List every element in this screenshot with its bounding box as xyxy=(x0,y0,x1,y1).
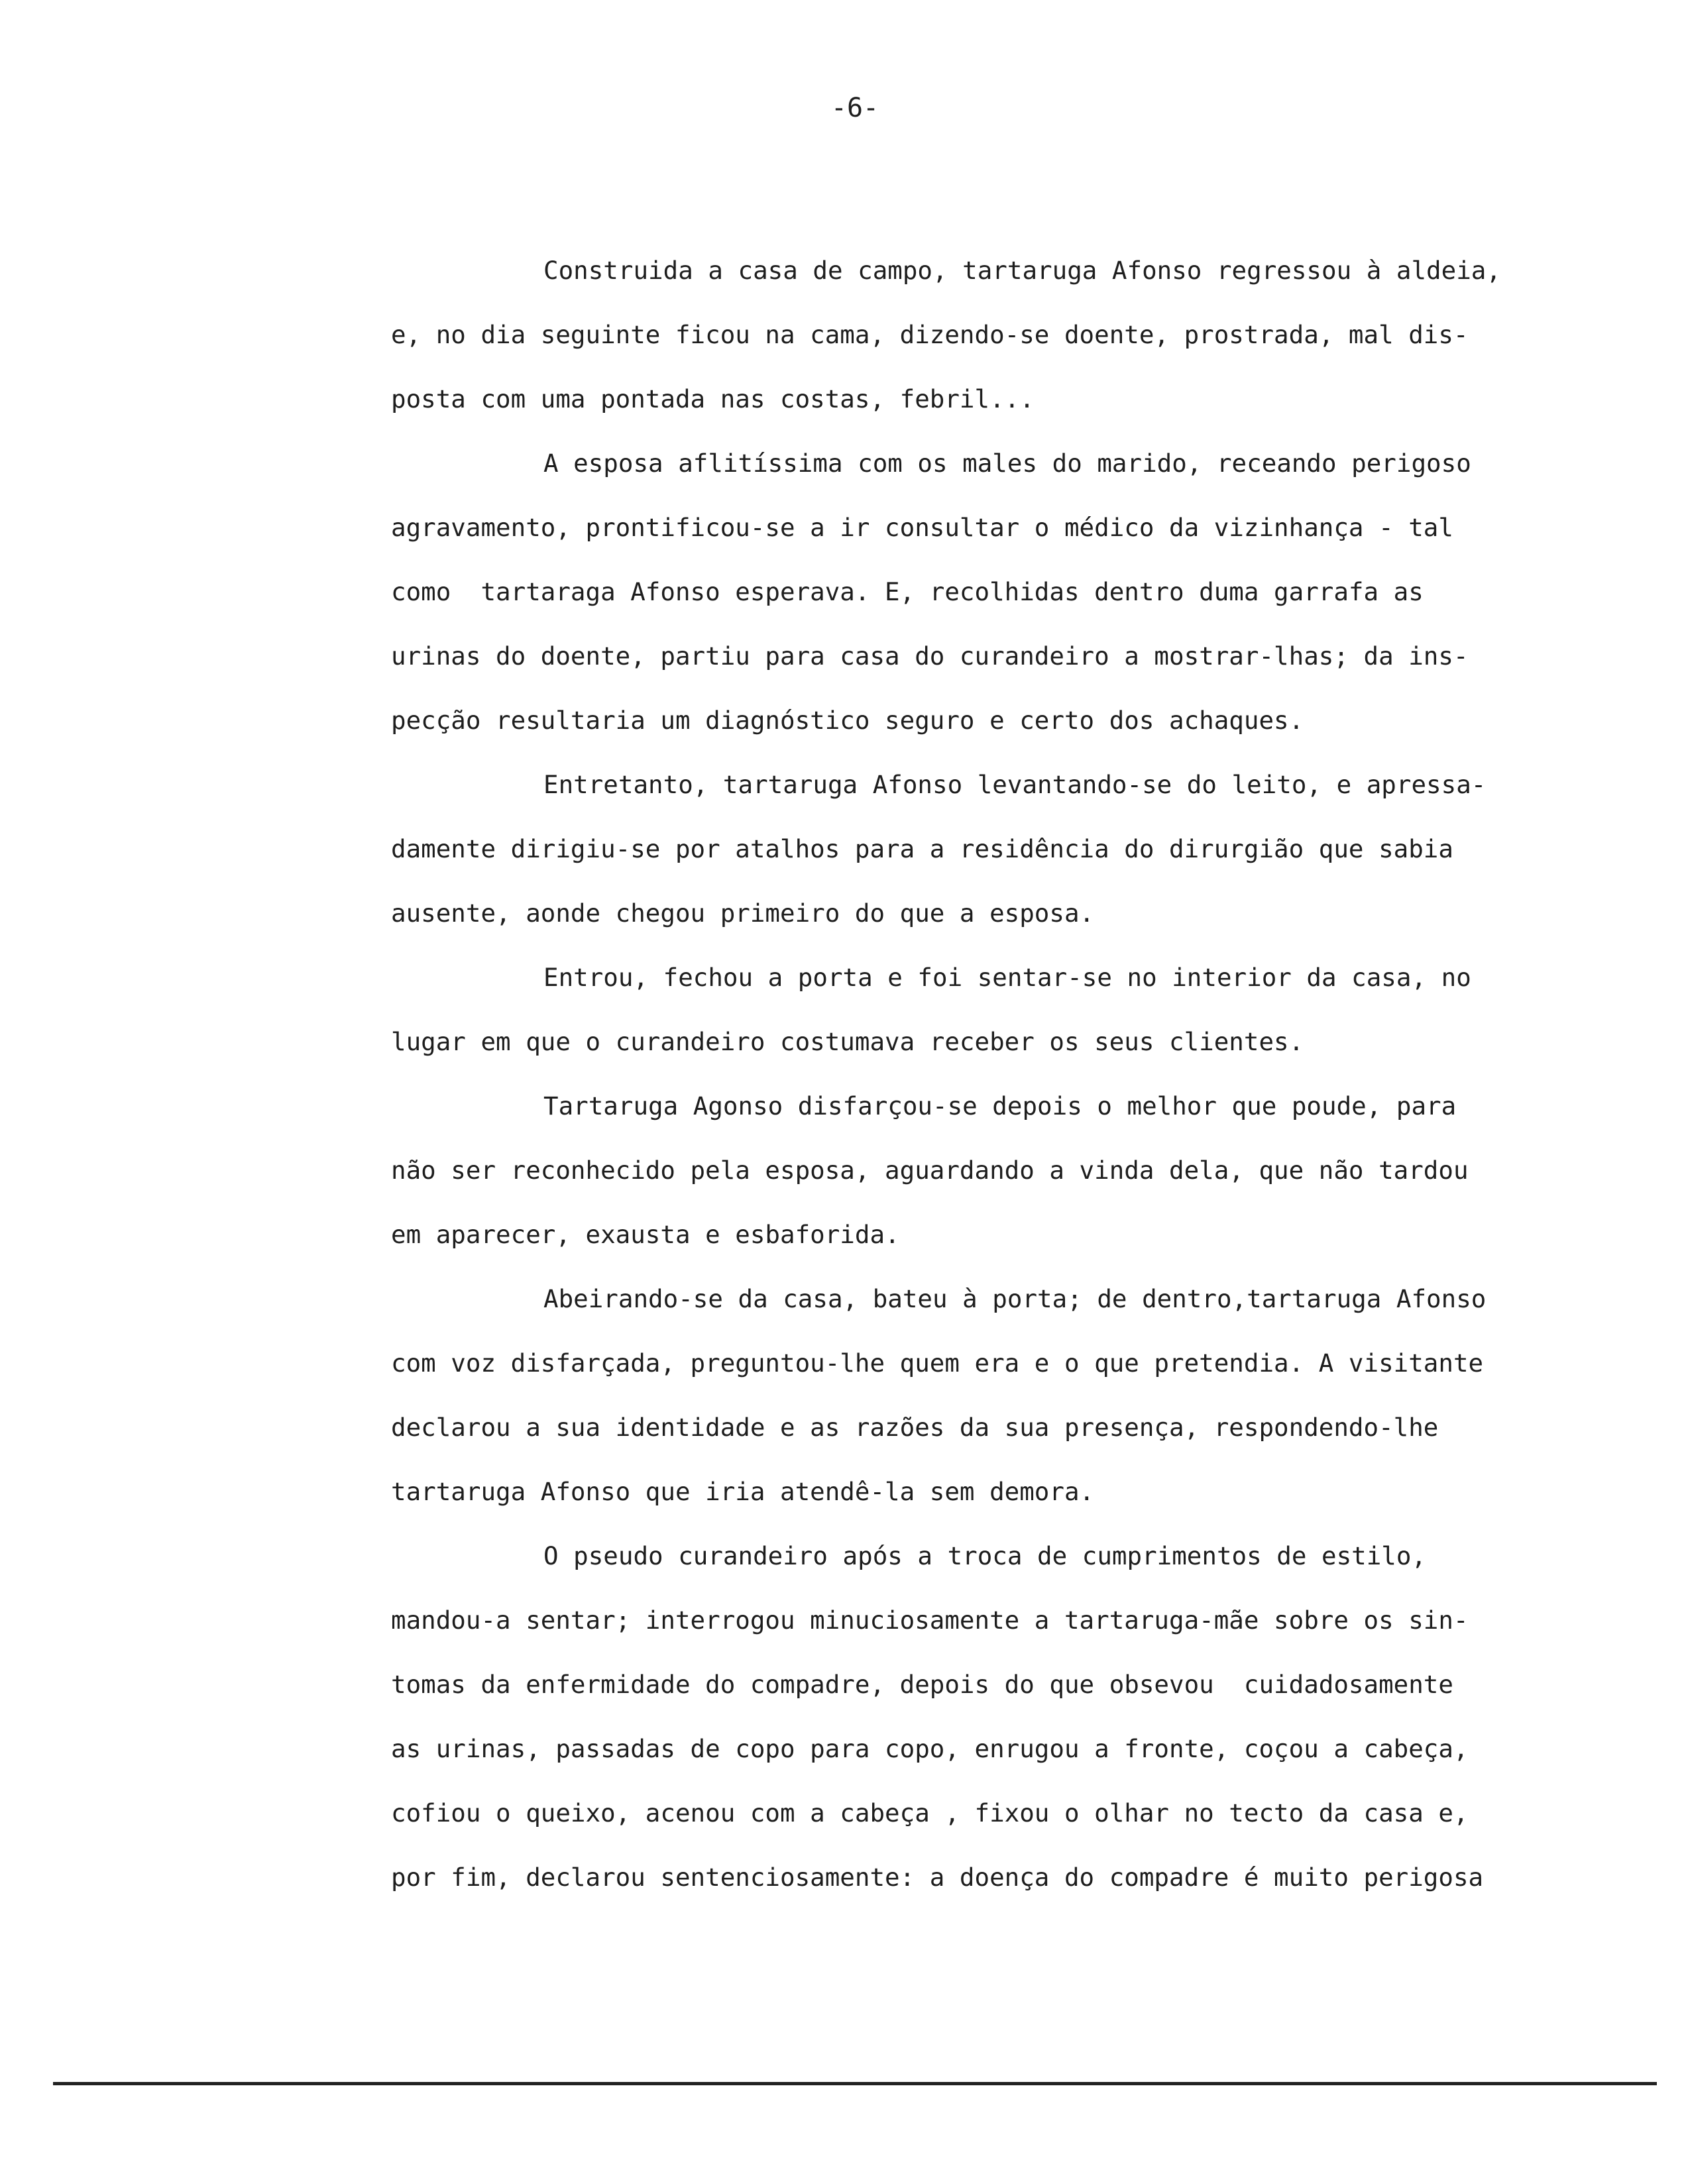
text-line: O pseudo curandeiro após a troca de cumprimentos de estilo, xyxy=(543,1541,1427,1570)
text-line: e, no dia seguinte ficou na cama, dizendo-se doente, prostrada, mal dis- xyxy=(391,320,1469,349)
text-line: posta com uma pontada nas costas, febril... xyxy=(391,384,1035,413)
text-line: Entrou, fechou a porta e foi sentar-se no interior da casa, no xyxy=(543,963,1471,992)
text-line: como tartaraga Afonso esperava. E, recolhidas dentro duma garrafa as xyxy=(391,577,1424,606)
text-line: tartaruga Afonso que iria atendê-la sem demora. xyxy=(391,1477,1095,1506)
text-line: não ser reconhecido pela esposa, aguardando a vinda dela, que não tardou xyxy=(391,1156,1469,1185)
text-line: agravamento, prontificou-se a ir consultar o médico da vizinhança - tal xyxy=(391,513,1453,542)
text-line: Entretanto, tartaruga Afonso levantando-se do leito, e apressa- xyxy=(543,770,1487,799)
text-line: A esposa aflitíssima com os males do marido, receando perigoso xyxy=(543,449,1471,478)
text-line: em aparecer, exausta e esbaforida. xyxy=(391,1220,900,1249)
story-text xyxy=(391,239,1637,1910)
text-line: lugar em que o curandeiro costumava receber os seus clientes. xyxy=(391,1027,1304,1056)
text-line: as urinas, passadas de copo para copo, enrugou a fronte, coçou a cabeça, xyxy=(391,1734,1469,1763)
text-line: ausente, aonde chegou primeiro do que a esposa. xyxy=(391,899,1095,928)
text-line: Tartaruga Agonso disfarçou-se depois o melhor que poude, para xyxy=(543,1091,1457,1120)
bottom-rule xyxy=(53,2082,1657,2085)
text-line: declarou a sua identidade e as razões da sua presença, respondendo-lhe xyxy=(391,1413,1439,1442)
text-line: Construida a casa de campo, tartaruga Afonso regressou à aldeia, xyxy=(543,256,1501,285)
text-line: damente dirigiu-se por atalhos para a residência do dirurgião que sabia xyxy=(391,834,1453,863)
text-line: cofiou o queixo, acenou com a cabeça , fixou o olhar no tecto da casa e, xyxy=(391,1798,1469,1828)
text-line: por fim, declarou sentenciosamente: a doença do compadre é muito perigosa xyxy=(391,1863,1484,1892)
page-number: -6- xyxy=(830,93,879,123)
text-line: tomas da enfermidade do compadre, depois do que obsevou cuidadosamente xyxy=(391,1670,1453,1699)
text-line: urinas do doente, partiu para casa do curandeiro a mostrar-lhas; da ins- xyxy=(391,641,1469,671)
text-line: pecção resultaria um diagnóstico seguro e certo dos achaques. xyxy=(391,706,1304,735)
text-line: mandou-a sentar; interrogou minuciosamente a tartaruga-mãe sobre os sin- xyxy=(391,1606,1469,1635)
text-line: com voz disfarçada, preguntou-lhe quem era e o que pretendia. A visitante xyxy=(391,1348,1484,1378)
text-line: Abeirando-se da casa, bateu à porta; de dentro,tartaruga Afonso xyxy=(543,1284,1487,1313)
